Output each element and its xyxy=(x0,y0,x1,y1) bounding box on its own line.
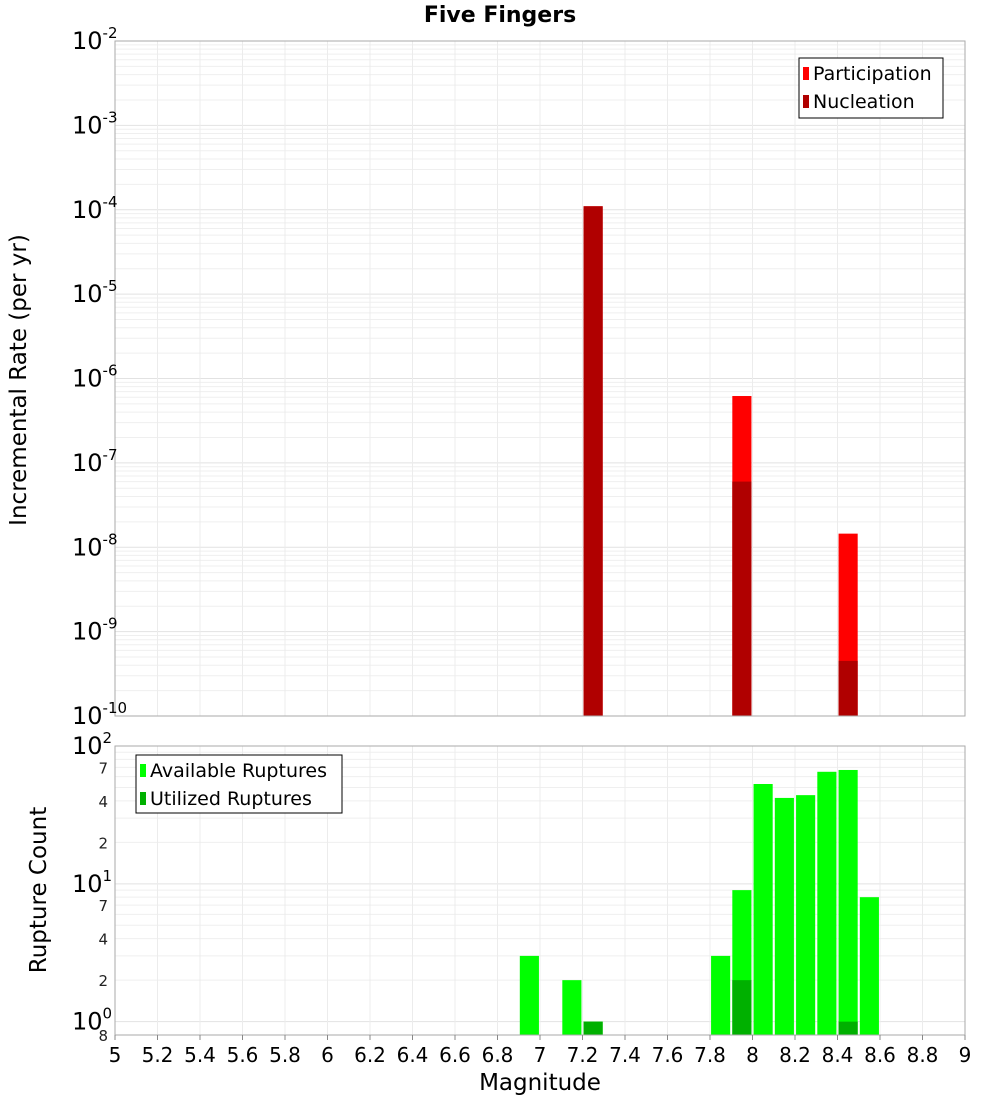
rate-y-tick-label: $10^{-4}$ xyxy=(72,192,118,224)
rate-legend xyxy=(799,58,943,118)
rate-plot xyxy=(6,24,965,730)
count-y-tick-label: $10^1$ xyxy=(72,866,113,898)
available-ruptures-bar xyxy=(860,897,879,1035)
x-tick-label: 7 xyxy=(533,1043,547,1067)
nucleation-bar xyxy=(584,206,603,716)
rate-y-tick-label: $10^{-5}$ xyxy=(72,277,118,309)
count-legend xyxy=(136,755,342,813)
legend-label-available: Available Ruptures xyxy=(150,760,327,782)
x-tick-label: 8.4 xyxy=(821,1043,854,1067)
available-ruptures-bar xyxy=(796,795,815,1035)
x-tick-label: 5 xyxy=(108,1043,122,1067)
x-tick-label: 9 xyxy=(958,1043,972,1067)
utilized-ruptures-bar xyxy=(732,980,751,1035)
legend-swatch-available xyxy=(140,764,146,777)
available-ruptures-bar xyxy=(711,956,730,1035)
x-tick-label: 5.8 xyxy=(269,1043,301,1067)
rate-plot-grid xyxy=(115,41,965,716)
legend-label-nucleation: Nucleation xyxy=(813,91,915,113)
x-tick-label: 6.2 xyxy=(354,1043,386,1067)
x-tick-label: 7.2 xyxy=(566,1043,599,1067)
utilized-ruptures-bar xyxy=(584,1022,603,1035)
available-ruptures-bar xyxy=(775,798,794,1035)
x-tick-label: 7.8 xyxy=(694,1043,726,1067)
count-plot xyxy=(26,729,971,1096)
chart-title: Five Fingers xyxy=(423,3,577,28)
rate-y-axis-label: Incremental Rate (per yr) xyxy=(6,234,32,526)
count-y-minor-tick-label: 2 xyxy=(98,834,108,853)
count-y-tick-label: $10^2$ xyxy=(72,729,113,760)
x-tick-label: 5.4 xyxy=(184,1043,216,1067)
x-tick-label: 7.4 xyxy=(609,1043,641,1067)
rate-y-tick-label: $10^{-9}$ xyxy=(72,614,118,646)
legend-swatch-utilized xyxy=(140,792,146,805)
x-tick-label: 8.8 xyxy=(906,1043,939,1067)
rate-y-tick-label: $10^{-2}$ xyxy=(72,24,118,55)
rate-y-tick-label: $10^{-10}$ xyxy=(72,699,128,730)
rate-y-tick-label: $10^{-7}$ xyxy=(72,445,118,477)
count-y-ticks xyxy=(72,729,112,1045)
count-y-minor-tick-label: 7 xyxy=(98,759,108,778)
x-tick-label: 8.2 xyxy=(779,1043,811,1067)
count-y-minor-tick-label: 4 xyxy=(98,792,108,811)
x-tick-label: 6.6 xyxy=(439,1043,471,1067)
x-tick-label: 6.8 xyxy=(481,1043,514,1067)
legend-label-participation: Participation xyxy=(813,63,932,85)
count-y-minor-tick-label: 8 xyxy=(98,1027,108,1045)
x-tick-label: 8 xyxy=(746,1043,759,1067)
available-ruptures-bar xyxy=(754,784,773,1035)
x-tick-label: 5.6 xyxy=(226,1043,259,1067)
count-y-minor-tick-label: 7 xyxy=(98,897,108,916)
rate-y-tick-label: $10^{-3}$ xyxy=(72,108,118,140)
legend-swatch-nucleation xyxy=(803,95,809,108)
x-tick-label: 7.6 xyxy=(651,1043,684,1067)
count-y-axis-label: Rupture Count xyxy=(26,806,52,974)
x-tick-label: 8.6 xyxy=(864,1043,896,1067)
x-tick-label: 6.4 xyxy=(396,1043,429,1067)
legend-swatch-participation xyxy=(803,67,809,80)
x-tick-label: 5.2 xyxy=(141,1043,174,1067)
utilized-ruptures-bar xyxy=(839,1022,858,1035)
x-tick-label: 6 xyxy=(321,1043,334,1067)
legend-label-utilized: Utilized Ruptures xyxy=(150,788,312,810)
x-ticks xyxy=(109,1035,972,1067)
x-axis-label: Magnitude xyxy=(479,1070,601,1096)
nucleation-bar xyxy=(732,482,751,716)
nucleation-bar xyxy=(839,661,858,716)
available-ruptures-bar xyxy=(562,980,581,1035)
count-y-tick-label: $10^0$ xyxy=(72,1004,113,1036)
rate-y-tick-label: $10^{-8}$ xyxy=(72,530,118,562)
count-y-minor-tick-label: 2 xyxy=(98,972,108,991)
available-ruptures-bar xyxy=(817,772,836,1035)
available-ruptures-bar xyxy=(520,956,539,1035)
count-y-minor-tick-label: 4 xyxy=(98,930,108,949)
rate-y-tick-label: $10^{-6}$ xyxy=(72,361,118,393)
available-ruptures-bar xyxy=(839,770,858,1035)
